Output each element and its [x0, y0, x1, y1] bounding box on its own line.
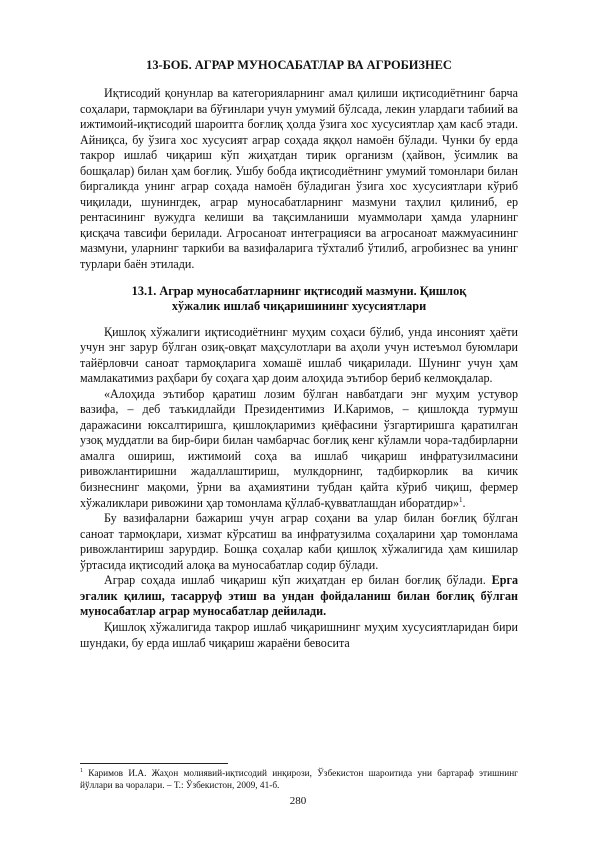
section-title-line-1: 13.1. Аграр муносабатларнинг иқтисодий мазмуни. Қишлоқ — [131, 283, 467, 298]
footnote-number: 1 — [80, 767, 83, 774]
paragraph-4-text: Аграр соҳада ишлаб чиқариш кўп жиҳатдан ер билан боғлиқ бўлади. — [104, 573, 492, 588]
quote-text: «Алоҳида эътибор қаратиш лозим бўлган навбатдаги энг муҳим устувор вазифа, – деб таъкидлайди Президентимиз И.Каримов, – қишлоқда турмуш даражасини юксалтиришга, қишлоқларимиз қиёфасини ўзгартиришга қаратилган узоқ муддатли ва бир-бири билан чамбарчас боғлиқ кенг кўламли чора-тадбирларни амалга ошириш, ижтимоий соҳа ва ишлаб чиқариш инфратузилмасини ривожлантиришни жадаллаштириш, мулкдорнинг, тадбиркорлик ва кичик бизнеснинг мақоми, ўрни ва аҳамиятини тубдан қайта кўриб чиқиш, фермер хўжаликлари ривожини ҳар томонлама қўллаб-қувватлашдан иборатдир» — [80, 386, 518, 510]
paragraph-1: Қишлоқ хўжалиги иқтисодиётнинг муҳим соҳаси бўлиб, унда инсоният ҳаёти учун энг зарур бўлган озиқ-овқат маҳсулотлари ва аҳоли учун истеъмол буюмлари тайёрловчи саноат тармоқларига хомашё ишлаб чиқарилади. Шунинг учун ҳам мамлакатимиз раҳбари бу соҳага ҳар доим алоҳида эътибор бериб келмоқдалар. — [80, 324, 518, 386]
footnote-reference: 1 — [459, 495, 463, 504]
paragraph-4 — [80, 573, 518, 620]
footnote-text: Каримов И.А. Жаҳон молиявий-иқтисодий инқирози, Ўзбекистон шароитида уни бартараф этишнинг йўллари ва чоралари. – Т.: Ўзбекистон, 2009, 41-б. — [80, 769, 518, 792]
footnote-divider — [80, 763, 228, 764]
chapter-title: 13-БОБ. АГРАР МУНОСАБАТЛАР ВА АГРОБИЗНЕС — [146, 58, 452, 72]
intro-paragraph: Иқтисодий қонунлар ва категорияларнинг амал қилиши иқтисодиётнинг барча соҳалари, тармоқлари ва бўғинлари учун умумий бўлсада, лекин улардаги табиий ва ижтимоий-иқтисодий шароитга боғлиқ ҳолда ўзига хос хусусиятлар ҳам касб этади. Айниқса, бу ўзига хос хусусият аграр соҳада яққол намоён бўлади. Чунки бу ерда такрор ишлаб чиқариш кўп жиҳатдан тирик организм (ҳайвон, ўсимлик ва бошқалар) билан ҳам боғлиқ. Ушбу бобда иқтисодиётнинг умумий томонлари билан биргаликда унинг аграр соҳада намоён бўладиган ўзига хос хусусиятлари кўриб чиқилади, шунингдек, аграр муносабатларнинг мазмуни таҳлил қилиниб, ер рентасининг вужудга келиши ва тақсимланиши муаммолари ҳамда уларнинг қисқача тавсифи берилади. Агросаноат интеграцияси ва агросаноат мажмуасининг мазмуни, уларнинг таркиби ва вазифаларига тўхталиб ўтилиб, агробизнес ва унинг турлари баён этилади. — [80, 86, 518, 272]
paragraph-5: Қишлоқ хўжалигида такрор ишлаб чиқаришнинг муҳим хусусиятларидан бири шундаки, бу ерда ишлаб чиқариш жараёни бевосита — [80, 619, 518, 650]
paragraph-3: Бу вазифаларни бажариш учун аграр соҳани ва улар билан боғлиқ бўлган саноат тармоқлари, хизмат кўрсатиш ва инфратузилма соҳаларини ҳар томонлама ривожлантириш зарурдир. Бошқа соҳалар каби қишлоқ хўжалигида ҳам кишилар ўртасида иқтисодий алоқа ва муносабатлар содир бўлади. — [80, 511, 518, 572]
footnote — [80, 768, 518, 792]
section-title-line-2: хўжалик ишлаб чиқаришининг хусусиятлари — [171, 299, 427, 314]
quote-end: . — [462, 495, 466, 510]
definition-bold: Ерга эгалик қилиш, тасарруф этиш ва ундан фойдаланиш билан боғлиқ бўлган муносабатлар аграр муносабатлар дейилади. — [80, 573, 518, 619]
paragraph-2-quote — [80, 387, 518, 511]
page-number: 280 — [289, 795, 307, 807]
page-content — [80, 58, 518, 651]
section-title — [80, 284, 518, 315]
